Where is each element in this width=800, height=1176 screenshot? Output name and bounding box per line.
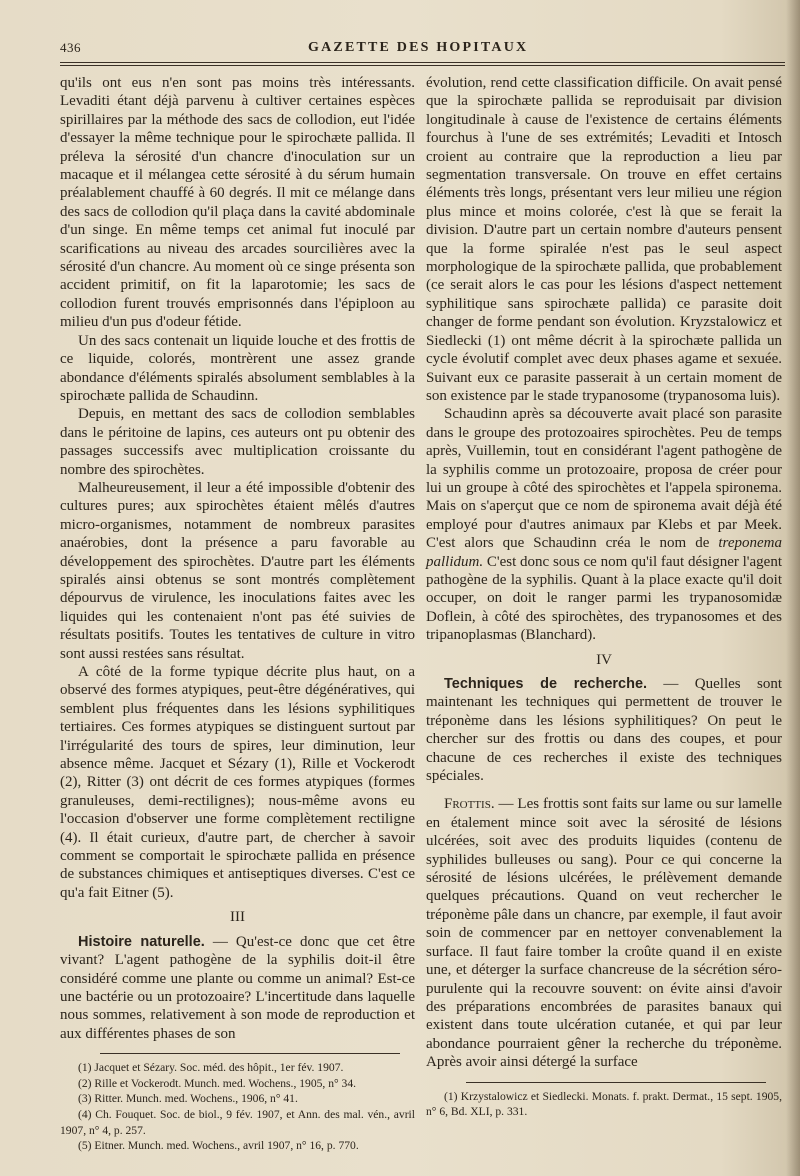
run-in-heading: Frottis.: [444, 796, 495, 813]
header-rule-thin: [60, 65, 785, 66]
footnote-rule: [100, 1053, 400, 1054]
left-column: [60, 74, 415, 1154]
footnote: (4) Ch. Fouquet. Soc. de biol., 9 fév. 1907, et Ann. des mal. vén., avril 1907, n° 4, p. 257.: [60, 1107, 415, 1137]
paragraph: [426, 405, 782, 644]
section-number: III: [230, 909, 245, 926]
run-in-heading: Histoire naturelle.: [78, 933, 205, 950]
page-edge-shadow: [786, 0, 800, 1176]
footnote-rule: [466, 1082, 766, 1083]
footnote: (1) Jacquet et Sézary. Soc. méd. des hôpit., 1er fév. 1907.: [78, 1061, 344, 1075]
paragraph-text: — Qu'est-ce donc que cet être vivant? L'agent pathogène de la syphilis doit-il être considéré comme une plante ou comme un animal? Est-ce une bactérie ou un protozoaire? L'incertitude dans laquelle nous sommes, relativement à son mode de reproduction et aux différentes phases de son: [60, 933, 415, 1042]
paragraph: qu'ils ont eus n'en sont pas moins très intéressants. Levaditi étant déjà parvenu à cultiver certaines espèces spirillaires par la méthode des sacs de collodion, eut l'idée d'essayer la même technique pour le spirochæte pallida. Il préleva la sérosité d'un chancre d'inoculation sur un macaque et il mélangea cette sérosité à du sérum humain préalablement chauffé à 60 degrés. Il mit ce mélange dans des sacs de collodion qu'il plaça dans la cavité abdominale d'un singe. En même temps cet animal fut inoculé par scarifications au niveau des arcades sourcilières avec la sérosité d'un chancre. Au moment où ce singe présenta son accident primitif, on fit la laparotomie; les sacs de collodion furent trouvés emprisonnés dans l'épiploon au milieu d'un pus d'odeur fétide.: [60, 75, 415, 331]
section-number: IV: [596, 651, 612, 668]
spacer: [426, 785, 782, 795]
footnote: (1) Krzystalowicz et Siedlecki. Monats. f. prakt. Dermat., 15 sept. 1905, n° 6, Bd. XLI, p. 331.: [426, 1089, 782, 1119]
paragraph-text: — Quelles sont maintenant les techniques qui permettent de trouver le tréponème dans les lésions syphilitiques? On peut le chercher sur des frottis ou dans des coupes, et pour chacune de ces recherches il existe des techniques spéciales.: [426, 676, 782, 785]
paragraph: [426, 675, 782, 785]
footnote: (2) Rille et Vockerodt. Munch. med. Wochens., 1905, n° 34.: [78, 1076, 357, 1090]
paragraph: A côté de la forme typique décrite plus haut, on a observé des formes atypiques, peut-être dégénératives, qui semblent plus fréquentes dans les lésions syphilitiques tertiaires. Ces formes atypiques se distinguent surtout par l'irrégularité des tours de spires, leur diminution, leur absence même. Jacquet et Sézary (1), Rille et Vockerodt (2), Ritter (3) ont décrit de ces formes atypiques (formes granuleuses, demi-rectilignes); nous-même avons eu l'occasion d'observer une forme complètement rectiligne (4). Il était curieux, d'autre part, de chercher à savoir comment se comportait le spirochæte pallida en présence de substances chimiques et antiseptiques diverses. C'est ce qu'a fait Eitner (5).: [60, 664, 415, 901]
footnote: (5) Eitner. Munch. med. Wochens., avril 1907, n° 16, p. 770.: [78, 1139, 359, 1153]
paragraph: Malheureusement, il leur a été impossible d'obtenir des cultures pures; aux spirochètes étaient mêlés d'autres micro-organismes, notamment de nombreux parasites anaérobies, dont la présence a paru favorable au développement des spirochètes. D'autre part les éléments spiralés ainsi obtenus se sont montrés complètement dépourvus de virulence, les inoculations faites avec les liquides qui les contenaient n'ont pas été suivies de résultats positifs. Toutes les tentatives de culture in vitro sont aussi restées sans résultat.: [60, 479, 415, 662]
header-rule: [60, 62, 785, 63]
paragraph: Depuis, en mettant des sacs de collodion semblables dans le péritoine de lapins, ces auteurs ont pu obtenir des passages successifs avec multiplication croissante du nombre des spirochètes.: [60, 406, 415, 478]
right-column: [426, 74, 782, 1120]
italic-term: treponema pallidum.: [426, 535, 782, 570]
paragraph: [60, 933, 415, 1043]
paragraph: évolution, rend cette classification difficile. On avait pensé que la spirochæte pallida se reproduisait par division longitudinale à cause de l'existence de certains éléments fourchus à l'une de ses extrémités; Levaditi et Intosch croient au contraire que la reproduction a lieu par segmentation transversale. On trouve en effet certains éléments très longs, présentant vers leur milieu une région plus mince et moins colorée, c'est là que se ferait la division. D'autre part un certain nombre d'auteurs pensent que la forme spiralée n'est pas le seul aspect morphologique de la spirochæte pallida, que probablement (ce serait alors le cas pour les lésions d'aspect nettement syphilitique sans spirochæte pallida) ce parasite doit changer de forme pendant son évolution. Kryzstalowicz et Siedlecki (1) ont même décrit à la spirochæte pallida un cycle évolutif complet avec deux phases agame et sexuée. Suivant eux ce parasite passerait à un certain moment de son existence par le stade trypanosome (trypanosoma luis).: [426, 75, 782, 404]
footnote: (3) Ritter. Munch. med. Wochens., 1906, n° 41.: [78, 1092, 298, 1106]
paragraph-text: C'est donc sous ce nom qu'il faut désigner l'agent pathogène de la syphilis. Quant à la place exacte qu'il doit occuper, on doit le ranger parmi les trypanosomidæ Doflein, à côté des spirochètes, des trypanosomes et des tripanoplasmas (Blanchard).: [426, 553, 782, 644]
run-in-heading: Techniques de recherche.: [444, 676, 648, 692]
paragraph: [426, 795, 782, 1071]
footnotes: [60, 1060, 415, 1154]
page-number: 436: [60, 40, 81, 55]
paragraph: Un des sacs contenait un liquide louche et des frottis de ce liquide, colorés, montrèrent une assez grande abondance d'éléments spiralés absolument semblables à la spirochæte pallida de Schaudinn.: [60, 332, 415, 404]
paragraph-text: — Les frottis sont faits sur lame ou sur lamelle en étalement mince soit avec la sérosité de lésions ulcérées, soit avec des produits liquides (contenu de syphilides bulleuses ou sang). Pour ce qui concerne la sérosité de lésions ulcérées, le prélèvement demande quelques précautions. Quand on veut rechercher le tréponème pâle dans un chancre, par exemple, il faut avoir soin de commencer par en nettoyer convenablement la surface. Il faut faire tomber la croûte quand il en existe une, et déterger la surface chancreuse de la sécrétion séro-purulente qui la recouvre souvent: on évite ainsi d'avoir des préparations encombrées de parasites banaux qui existent dans toute ulcération cutanée, et qui par leur abondance pourraient gêner la recherche du tréponème. Après avoir ainsi détergé la surface: [426, 796, 782, 1071]
paragraph-text: Schaudinn après sa découverte avait placé son parasite dans le groupe des protozoaires spirochètes. Peu de temps après, Vuillemin, tout en considérant l'agent pathogène de la syphilis comme un protozoaire, proposa de créer pour lui un groupe à côté des spirochètes et l'appela spironema. Mais on s'aperçut que ce nom de spironema avait déjà été employé pour d'autres animaux par Klebs et par Meek. C'est alors que Schaudinn créa le nom de: [426, 406, 782, 552]
footnotes: [426, 1089, 782, 1120]
journal-title: GAZETTE DES HOPITAUX: [308, 40, 529, 55]
